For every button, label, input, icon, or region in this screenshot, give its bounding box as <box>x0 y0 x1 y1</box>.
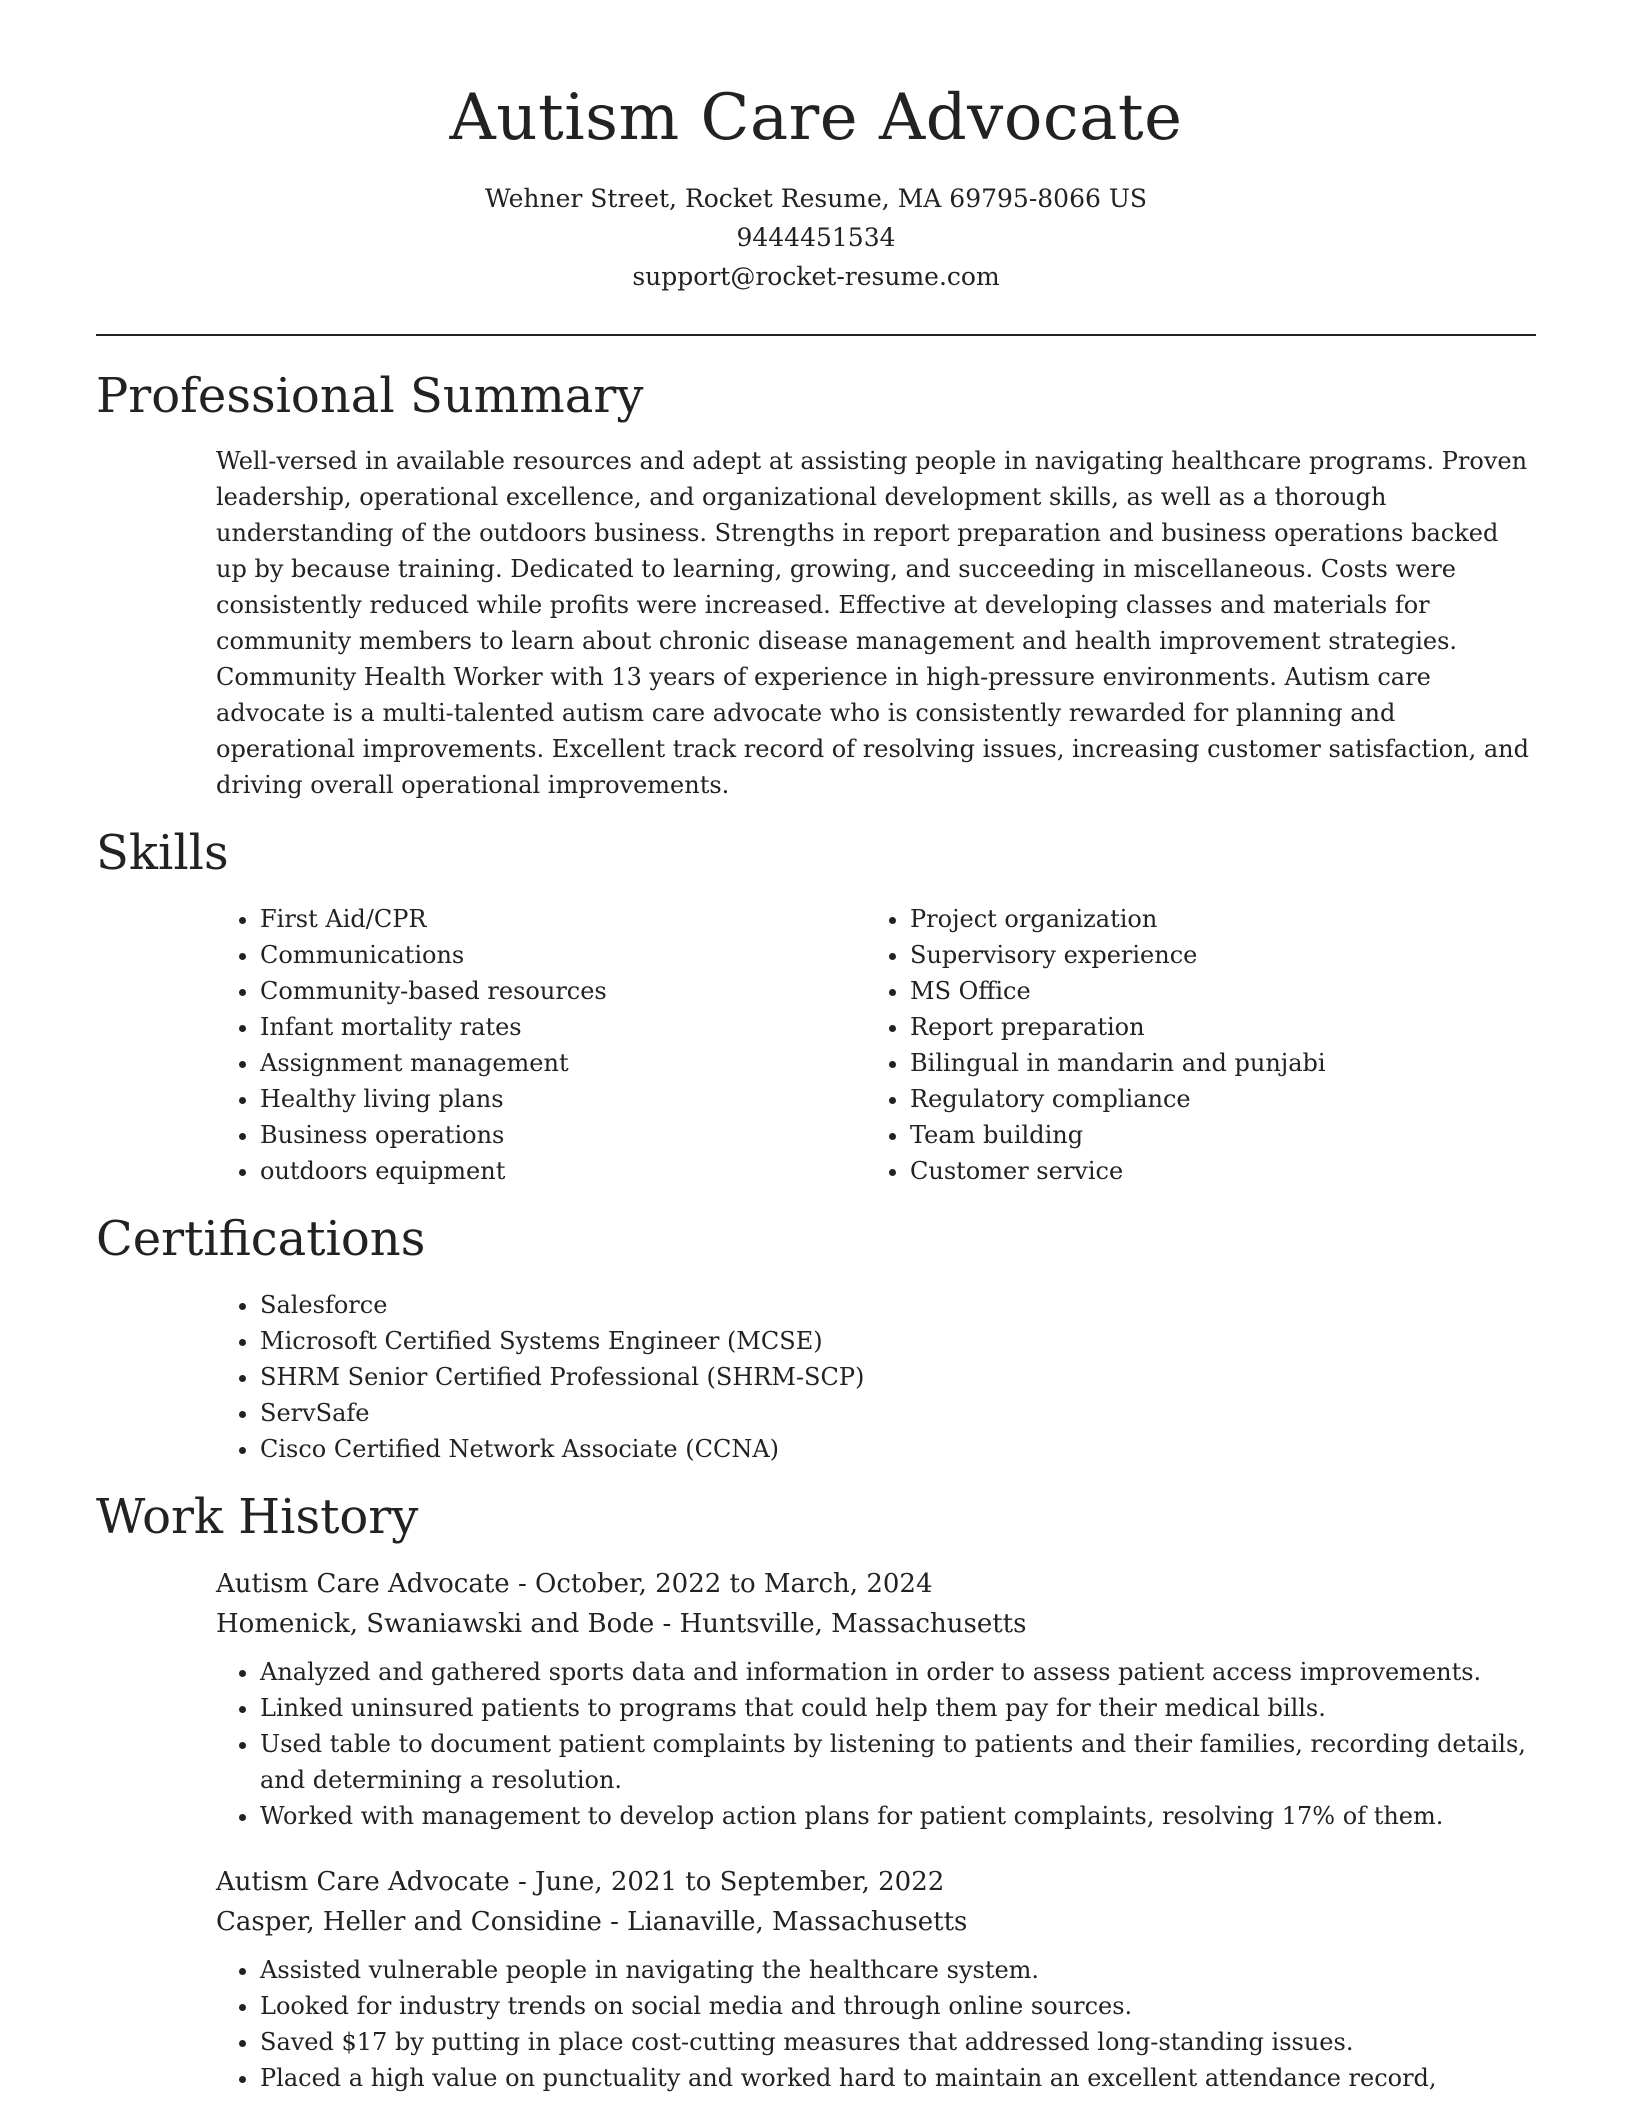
job-dates: June, 2021 to September, 2022 <box>535 1867 945 1898</box>
job-company-line: Casper, Heller and Considine - Lianaville, Massachusetts <box>216 1907 968 1938</box>
certifications-section <box>96 1211 1536 1467</box>
job-entry <box>216 1862 1536 2096</box>
job-bullet: • Worked with management to develop action plans for patient complaints, resolving 17% of them. <box>260 1798 1536 1834</box>
skill-item: • Team building <box>910 1117 1326 1153</box>
skill-item: • Communications <box>260 937 910 973</box>
job-title-line: Autism Care Advocate - June, 2021 to September, 2022 <box>216 1867 945 1898</box>
skills-column-right <box>910 901 1326 1189</box>
job-bullet: • Analyzed and gathered sports data and information in order to assess patient access improvements. <box>260 1654 1536 1690</box>
skills-section <box>96 825 1536 1189</box>
skill-item: • Bilingual in mandarin and punjabi <box>910 1045 1326 1081</box>
skill-item: • Supervisory experience <box>910 937 1326 973</box>
skill-item: • Healthy living plans <box>260 1081 910 1117</box>
certification-item: • SHRM Senior Certified Professional (SHRM-SCP) <box>260 1359 1536 1395</box>
address: Wehner Street, Rocket Resume, MA 69795-8066 US <box>484 183 1148 213</box>
skills-column-left <box>260 901 910 1189</box>
job-company: Homenick, Swaniawski and Bode <box>216 1609 655 1640</box>
skills-grid <box>260 901 1536 1189</box>
summary-heading: Professional Summary <box>96 367 644 424</box>
skill-item: • Infant mortality rates <box>260 1009 910 1045</box>
skill-item: • Business operations <box>260 1117 910 1153</box>
job-title-line: Autism Care Advocate - October, 2022 to March, 2024 <box>216 1569 933 1600</box>
skill-item: • Report preparation <box>910 1009 1326 1045</box>
header-divider <box>96 334 1536 336</box>
skill-item: • Customer service <box>910 1153 1326 1189</box>
job-bullet: • Used table to document patient complaints by listening to patients and their families, recording details, and determining a resolution. <box>260 1726 1536 1798</box>
job-bullet: • Placed a high value on punctuality and worked hard to maintain an excellent attendance record, <box>260 2060 1536 2096</box>
resume-header <box>96 80 1536 296</box>
skill-item: • Community-based resources <box>260 973 910 1009</box>
candidate-name: Autism Care Advocate <box>449 81 1183 155</box>
certification-item: • ServSafe <box>260 1395 1536 1431</box>
job-bullets <box>260 1952 1536 2096</box>
job-entry <box>216 1564 1536 1834</box>
skill-item: • MS Office <box>910 973 1326 1009</box>
certifications-heading: Certifications <box>96 1210 426 1267</box>
job-title: Autism Care Advocate <box>216 1867 510 1898</box>
job-bullets <box>260 1654 1536 1834</box>
job-title: Autism Care Advocate <box>216 1569 510 1600</box>
job-dates: October, 2022 to March, 2024 <box>535 1569 933 1600</box>
skill-item: • Regulatory compliance <box>910 1081 1326 1117</box>
job-company: Casper, Heller and Considine <box>216 1907 602 1938</box>
skill-item: • Project organization <box>910 901 1326 937</box>
job-bullet: • Saved $17 by putting in place cost-cutting measures that addressed long-standing issues. <box>260 2024 1536 2060</box>
certification-item: • Salesforce <box>260 1287 1536 1323</box>
skill-item: • First Aid/CPR <box>260 901 910 937</box>
certifications-list <box>260 1287 1536 1467</box>
skill-item: • outdoors equipment <box>260 1153 910 1189</box>
summary-section <box>96 368 1536 804</box>
job-bullet: • Looked for industry trends on social media and through online sources. <box>260 1988 1536 2024</box>
skill-item: • Assignment management <box>260 1045 910 1081</box>
work-history-heading: Work History <box>96 1488 419 1545</box>
summary-text: Well-versed in available resources and adept at assisting people in navigating healthcare programs. Proven leadership, operational excellence, and organizational development skills, as well as a thorough understanding of the outdoors business. Strengths in report preparation and business operations backed up by because training. Dedicated to learning, growing, and succeeding in miscellaneous. Costs were consistently reduced while profits were increased. Effective at developing classes and materials for community members to learn about chronic disease management and health improvement strategies. Community Health Worker with 13 years of experience in high-pressure environments. Autism care advocate is a multi-talented autism care advocate who is consistently rewarded for planning and operational improvements. Excellent track record of resolving issues, increasing customer satisfaction, and driving overall operational improvements. <box>216 447 1529 800</box>
job-bullet: • Linked uninsured patients to programs that could help them pay for their medical bills. <box>260 1690 1536 1726</box>
certification-item: • Microsoft Certified Systems Engineer (MCSE) <box>260 1323 1536 1359</box>
phone: 9444451534 <box>736 222 896 252</box>
work-history-section <box>96 1489 1536 2097</box>
email: support@rocket-resume.com <box>632 261 1000 291</box>
skills-heading: Skills <box>96 825 229 882</box>
certification-item: • Cisco Certified Network Associate (CCNA) <box>260 1431 1536 1467</box>
job-location: Lianaville, Massachusetts <box>627 1907 968 1938</box>
job-company-line: Homenick, Swaniawski and Bode - Huntsville, Massachusetts <box>216 1609 1027 1640</box>
job-bullet: • Assisted vulnerable people in navigating the healthcare system. <box>260 1952 1536 1988</box>
job-location: Huntsville, Massachusetts <box>679 1609 1027 1640</box>
